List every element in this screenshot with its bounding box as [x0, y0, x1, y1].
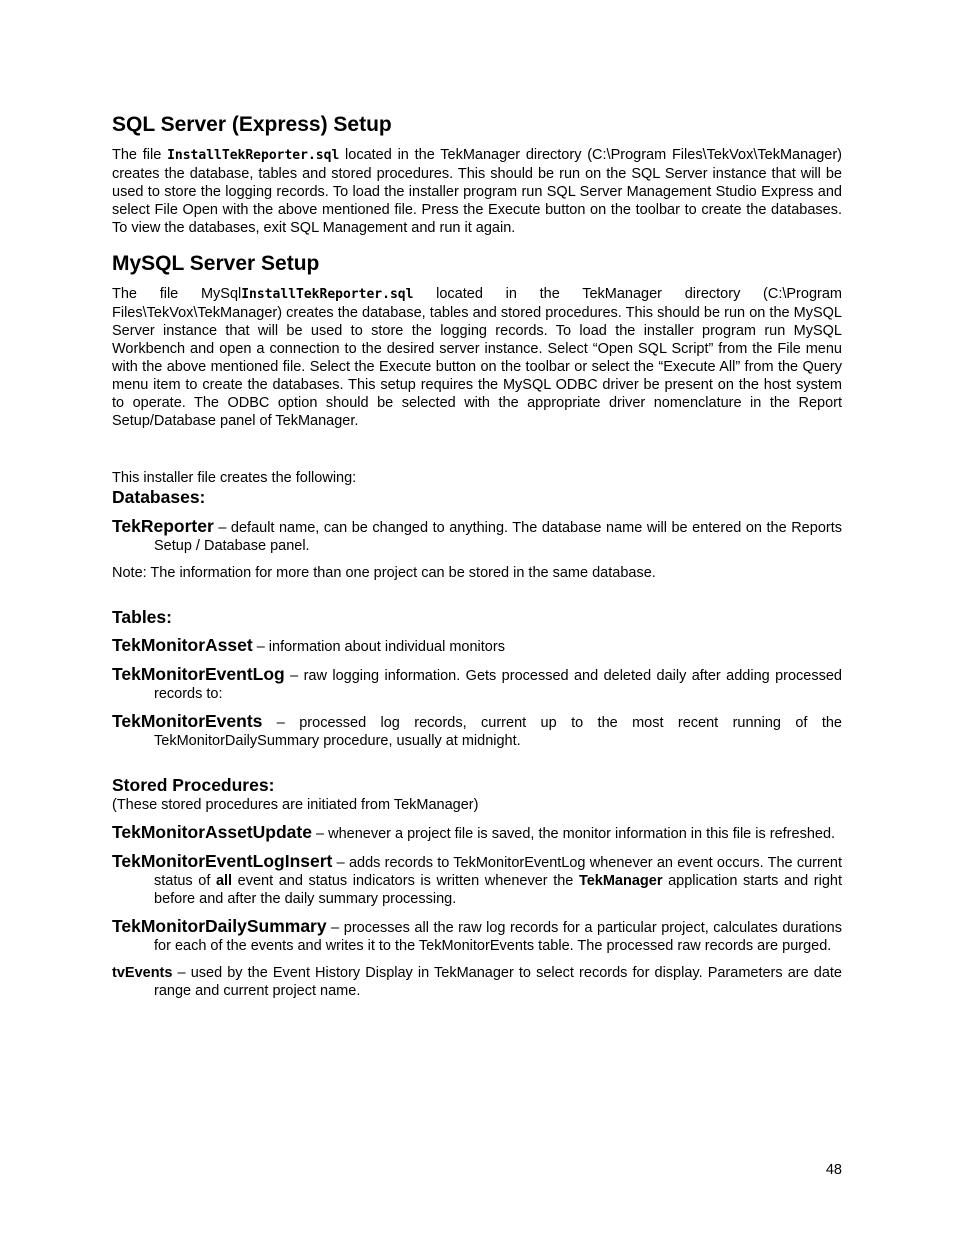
mysql-server-paragraph-start: The file MySql [112, 286, 242, 303]
stored-procedures-subtitle: (These stored procedures are initiated from TekManager) [112, 797, 479, 814]
tekmonitorasset-desc: – information about individual monitors [252, 639, 505, 656]
entry-tekmonitoreventloginsert [112, 852, 842, 908]
tvevents-term: tvEvents [112, 965, 173, 982]
tekmonitoreventlog-desc: – raw logging information. Gets processed and deleted daily after adding processed records to: [154, 668, 842, 703]
tekmonitoreventloginsert-desc-1: – adds records to TekMonitorEventLog whenever an event occurs. The current status of [154, 855, 842, 890]
tekmonitorassetupdate-desc: – whenever a project file is saved, the monitor information in this file is refreshed. [311, 826, 836, 843]
page-number: 48 [825, 1162, 842, 1178]
tekmonitoreventloginsert-term: TekMonitorEventLogInsert [112, 851, 333, 872]
sql-server-paragraph-rest: located in the TekManager directory (C:\Program Files\TekVox\TekManager) creates the database, tables and stored procedures. This should be run on the SQL Server instance that will be used to store the logging records. To load the installer program run SQL Server Management Studio Express and select File Open with the above mentioned file. Press the Execute button on the toolbar to create the databases. To view the databases, exit SQL Management and run it again. [112, 147, 842, 237]
tekmonitordailysummary-term: TekMonitorDailySummary [112, 916, 327, 937]
entry-tekmonitorassetupdate [112, 823, 842, 843]
sql-server-filename: InstallTekReporter.sql [167, 148, 340, 164]
tekreporter-term: TekReporter [112, 516, 214, 537]
tekmonitorasset-term: TekMonitorAsset [112, 635, 253, 656]
entry-tekmonitorevents [112, 712, 842, 750]
sql-server-paragraph-start: The file [112, 147, 168, 164]
stored-procedures-heading: Stored Procedures: [112, 775, 275, 796]
mysql-server-filename: InstallTekReporter.sql [241, 287, 414, 303]
document-page [112, 112, 842, 1000]
databases-note: Note: The information for more than one project can be stored in the same database. [112, 565, 656, 582]
tvevents-desc: – used by the Event History Display in TekManager to select records for display. Parameters are date range and current project name. [154, 965, 842, 1000]
databases-heading: Databases: [112, 487, 206, 508]
tables-heading: Tables: [112, 607, 172, 628]
installer-intro: This installer file creates the following: [112, 470, 357, 487]
tekmonitorevents-desc: – processed log records, current up to the most recent running of the TekMonitorDailySummary procedure, usually at midnight. [154, 715, 842, 750]
sql-server-heading: SQL Server (Express) Setup [112, 113, 392, 136]
entry-tekmonitorasset [112, 636, 842, 656]
tekmonitoreventloginsert-desc-3: application starts and right before and after the daily summary processing. [154, 873, 842, 908]
entry-tekmonitoreventlog [112, 665, 842, 703]
sql-server-paragraph [112, 146, 842, 237]
tekreporter-desc: – default name, can be changed to anything. The database name will be entered on the Reports Setup / Database panel. [154, 520, 842, 555]
entry-tekmonitordailysummary [112, 917, 842, 955]
tekmonitoreventloginsert-all: all [215, 873, 233, 890]
mysql-server-paragraph-rest: located in the TekManager directory (C:\Program Files\TekVox\TekManager) creates the database, tables and stored procedures. This should be run on the MySQL Server instance that will be used to store the logging records. To load the installer program run MySQL Workbench and open a connection to the desired server instance. Select “Open SQL Script” from the File menu with the above mentioned file. Select the Execute button on the toolbar or select the “Execute All” from the Query menu item to create the databases. This setup requires the MySQL ODBC driver be present on the host system to operate. The ODBC option should be selected with the appropriate driver nomenclature in the Report Setup/Database panel of TekManager. [112, 286, 842, 430]
tekmonitorassetupdate-term: TekMonitorAssetUpdate [112, 822, 312, 843]
tekmonitorevents-term: TekMonitorEvents [112, 711, 263, 732]
tekmonitoreventloginsert-tekmanager: TekManager [578, 873, 663, 890]
tekmonitoreventlog-term: TekMonitorEventLog [112, 664, 285, 685]
entry-tekreporter [112, 517, 842, 555]
entry-tvevents [112, 964, 842, 1000]
tekmonitoreventloginsert-desc-2: event and status indicators is written whenever the [232, 873, 579, 890]
mysql-server-heading: MySQL Server Setup [112, 252, 320, 276]
mysql-server-paragraph [112, 285, 842, 430]
tekmonitordailysummary-desc: – processes all the raw log records for a particular project, calculates durations for each of the events and writes it to the TekMonitorEvents table. The processed raw records are purged. [154, 920, 842, 955]
